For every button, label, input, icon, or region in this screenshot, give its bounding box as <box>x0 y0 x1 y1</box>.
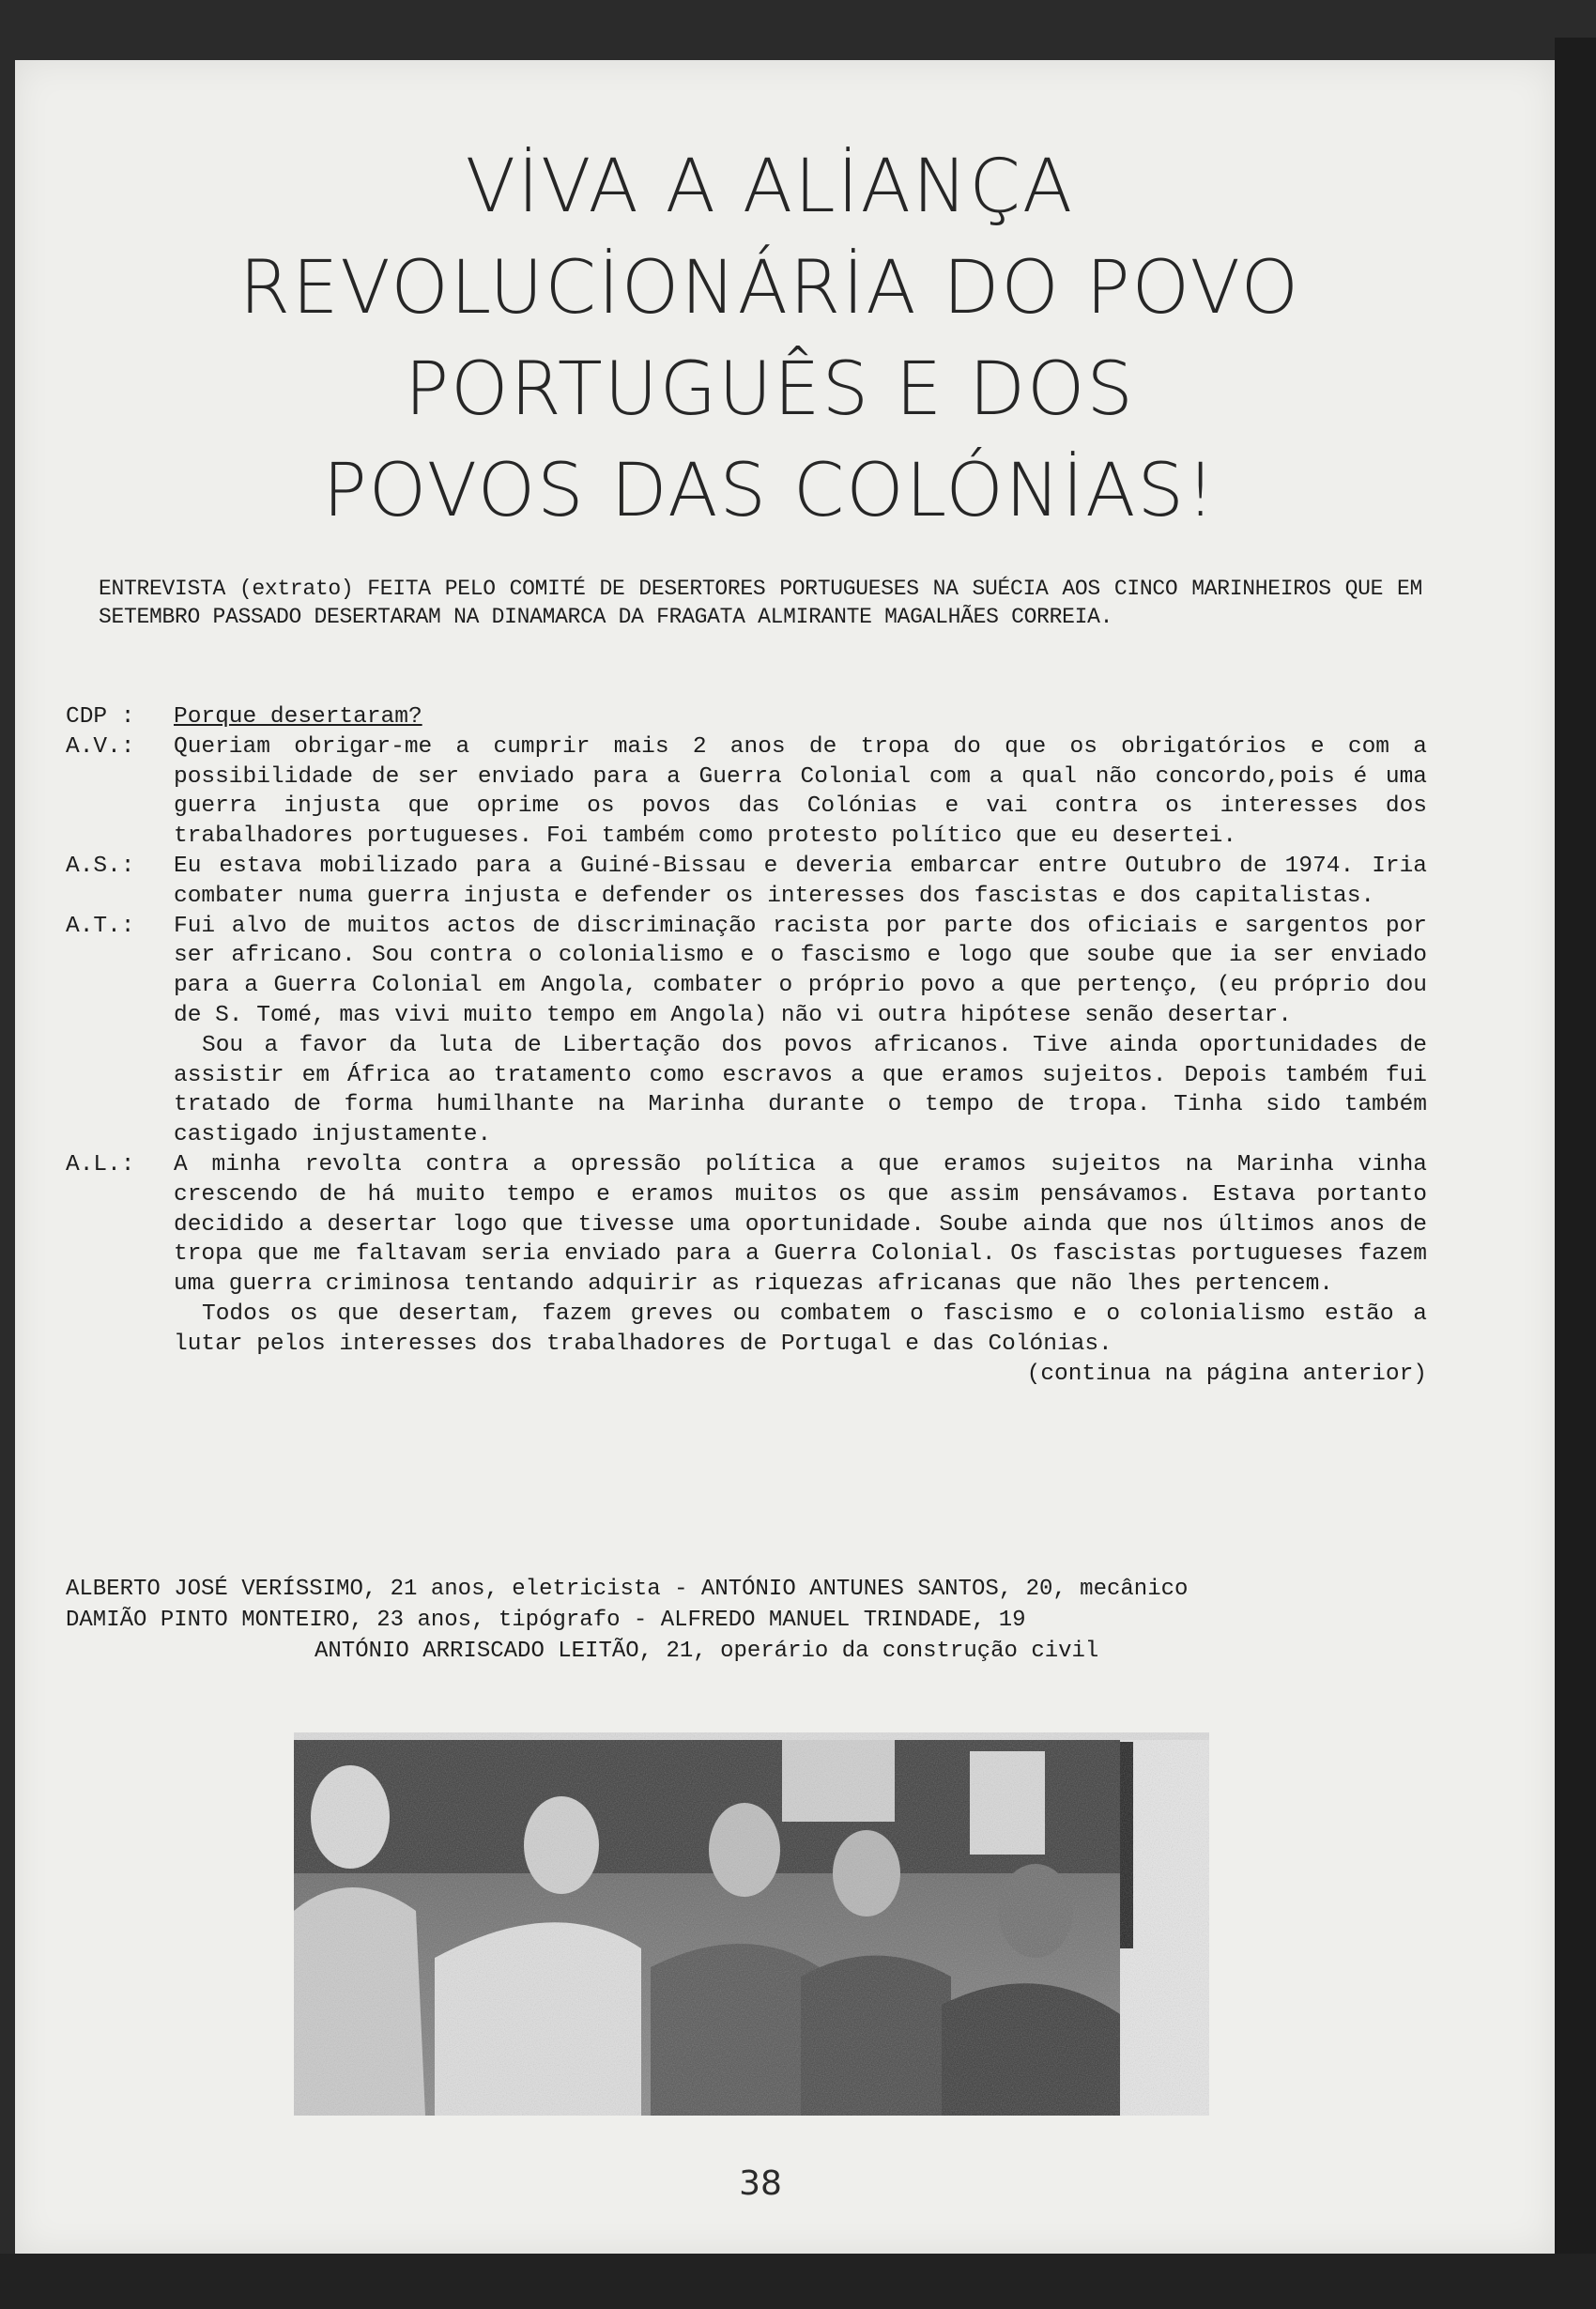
question-text: Porque desertaram? <box>174 704 422 730</box>
answer-al-text-2: Todos os que desertam, fazem greves ou combatem o fascismo e o colonialismo estão a lutar pelos interesses dos trabalhadores de Portugal e das Colónias. <box>174 1301 1427 1357</box>
credits-line-1: ALBERTO JOSÉ VERÍSSIMO, 21 anos, eletricista - ANTÓNIO ANTUNES SANTOS, 20, mecânico <box>66 1577 1189 1602</box>
credits <box>66 1574 1427 1667</box>
speaker-at: A.T.: <box>66 913 135 939</box>
speaker-cdp: CDP : <box>66 704 135 730</box>
headline-line-3: PORTUGUÊS E DOS <box>405 347 1135 432</box>
speaker-al: A.L.: <box>66 1151 135 1178</box>
answer-as-text: Eu estava mobilizado para a Guiné-Bissau e deveria embarcar entre Outubro de 1974. Iria combater numa guerra injusta e defender os interesses dos fascistas e dos capitalistas. <box>174 853 1427 909</box>
answer-at-text-2: Sou a favor da luta de Libertação dos povos africanos. Tive ainda oportunidades de assistir em África ao tratamento como escravos a que eramos sujeitos. Depois também fui tratado de forma humilhante na Marinha durante o tempo de tropa. Tinha sido também castigado injustamente. <box>174 1032 1427 1148</box>
scan-border-bottom <box>0 2254 1596 2309</box>
credits-line-2: DAMIÃO PINTO MONTEIRO, 23 anos, tipógrafo - ALFREDO MANUEL TRINDADE, 19 <box>66 1608 1026 1633</box>
continuation-note: (continua na página anterior) <box>1026 1361 1427 1387</box>
answer-al-text: A minha revolta contra a opressão política a que eramos sujeitos na Marinha vinha crescendo de há muito tempo e eramos muitos os que assim pensávamos. Estava portanto decidido a desertar logo que tivesse uma oportunidade. Soube ainda que nos últimos anos de tropa que me faltavam seria enviado para a Guerra Colonial. Os fascistas portugueses fazem uma guerra criminosa tentando adquirir as riquezas africanas que não lhes pertencem. <box>174 1151 1427 1298</box>
question-entry <box>66 702 1427 732</box>
speaker-as: A.S.: <box>66 853 135 879</box>
answer-av <box>66 732 1427 852</box>
group-photo <box>294 1732 1209 2116</box>
page-number: 38 <box>739 2164 782 2203</box>
speaker-av: A.V.: <box>66 733 135 760</box>
scan-border-right <box>1555 38 1596 2309</box>
headline-line-2: REVOLUCİONÁRİA DO POVO <box>238 246 1301 331</box>
interview <box>66 702 1427 1389</box>
answer-as <box>66 852 1427 912</box>
headline-line-1: VİVA A ALİANÇA <box>465 145 1075 229</box>
answer-al <box>66 1150 1427 1360</box>
headline-line-4: POVOS DAS COLÓNİAS! <box>322 449 1218 533</box>
answer-at <box>66 912 1427 1150</box>
credits-line-3: ANTÓNIO ARRISCADO LEITÃO, 21, operário da construção civil <box>315 1639 1099 1664</box>
headline <box>94 136 1446 542</box>
answer-av-text: Queriam obrigar-me a cumprir mais 2 anos de tropa do que os obrigatórios e com a possibilidade de ser enviado para a Guerra Colonial com a qual não concordo,pois é uma guerra injusta que oprime os povos das Colónias e vai contra os interesses dos trabalhadores portugueses. Foi também como protesto político que eu desertei. <box>174 733 1427 850</box>
intro-paragraph: ENTREVISTA (extrato) FEITA PELO COMITÉ DE DESERTORES PORTUGUESES NA SUÉCIA AOS CINCO MARINHEIROS QUE EM SETEMBRO PASSADO DESERTARAM NA DINAMARCA DA FRAGATA ALMIRANTE MAGALHÃES CORREIA. <box>99 577 1422 629</box>
answer-at-text: Fui alvo de muitos actos de discriminação racista por parte dos oficiais e sargentos por ser africano. Sou contra o colonialismo e o fascismo e logo que soube que ia ser enviado para a Guerra Colonial em Angola, combater o próprio povo a que pertenço, (eu próprio dou de S. Tomé, mas vivi muito tempo em Angola) não vi outra hipótese senão desertar. <box>174 913 1427 1028</box>
